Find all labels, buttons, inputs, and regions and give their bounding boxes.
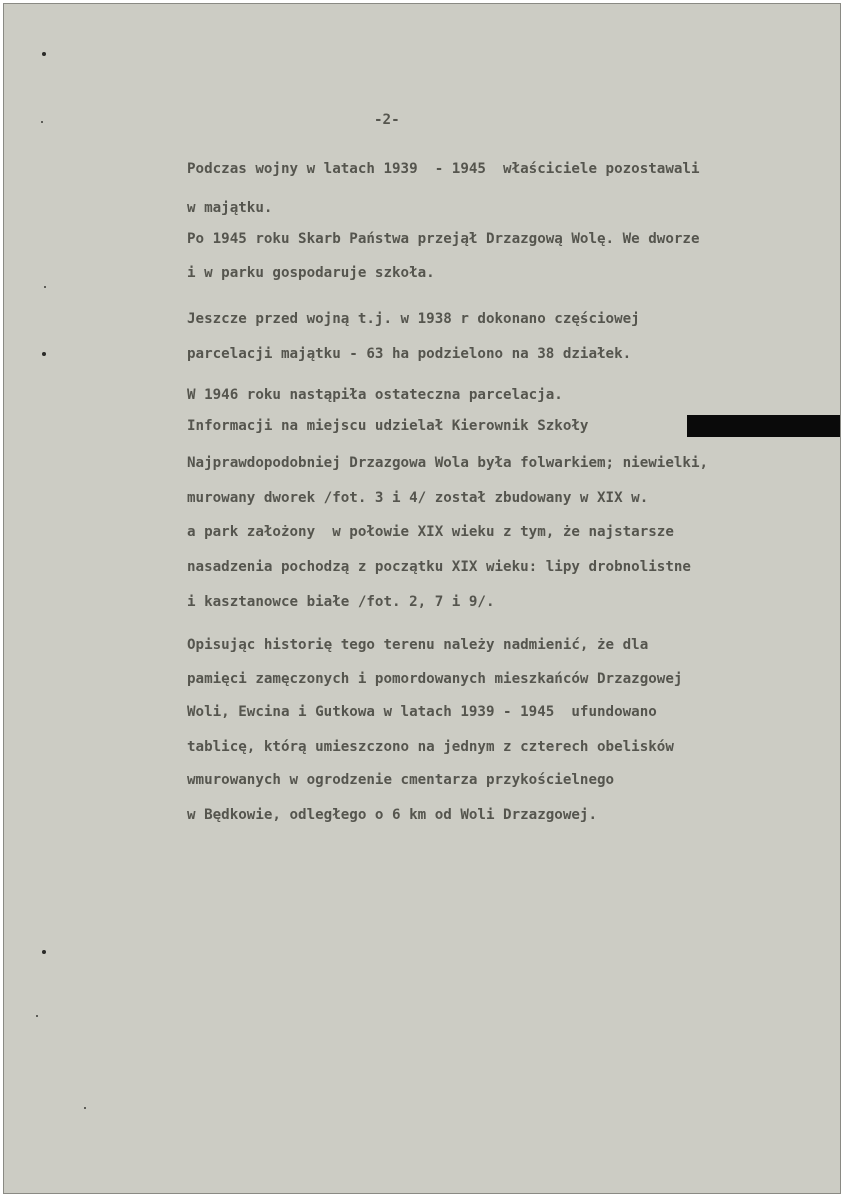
punch-hole [42, 352, 46, 356]
text-line: i kasztanowce białe /fot. 2, 7 i 9/. [187, 594, 495, 610]
text-line: Jeszcze przed wojną t.j. w 1938 r dokonano częściowej [187, 311, 640, 327]
page-number: -2- [374, 112, 400, 128]
text-line: parcelacji majątku - 63 ha podzielono na 38 działek. [187, 346, 632, 362]
text-line: murowany dworek /fot. 3 i 4/ został zbudowany w XIX w. [187, 490, 649, 506]
text-line: pamięci zamęczonych i pomordowanych mieszkańców Drzazgowej [187, 671, 683, 687]
text-line: i w parku gospodaruje szkoła. [187, 265, 435, 281]
punch-hole [42, 950, 46, 954]
text-line: w Będkowie, odległego o 6 km od Woli Drzazgowej. [187, 807, 597, 823]
text-line: Opisując historię tego terenu należy nadmienić, że dla [187, 637, 649, 653]
document-page [3, 3, 841, 1194]
text-line: Podczas wojny w latach 1939 - 1945 właściciele pozostawali [187, 161, 700, 177]
text-line: Woli, Ewcina i Gutkowa w latach 1939 - 1945 ufundowano [187, 704, 657, 720]
paper-speck [36, 1015, 38, 1017]
punch-hole [42, 52, 46, 56]
paper-speck [41, 121, 43, 123]
text-line: W 1946 roku nastąpiła ostateczna parcelacja. [187, 387, 563, 403]
text-line: Informacji na miejscu udzielał Kierownik Szkoły [187, 418, 589, 434]
text-line: w majątku. [187, 200, 273, 216]
redaction-bar [687, 415, 840, 437]
text-line: Najprawdopodobniej Drzazgowa Wola była folwarkiem; niewielki, [187, 455, 709, 471]
text-line: Po 1945 roku Skarb Państwa przejął Drzazgową Wolę. We dworze [187, 231, 700, 247]
text-line: tablicę, którą umieszczono na jednym z czterech obelisków [187, 739, 674, 755]
paper-speck [84, 1107, 86, 1109]
paper-speck [44, 286, 46, 288]
text-line: a park założony w połowie XIX wieku z tym, że najstarsze [187, 524, 674, 540]
text-line: nasadzenia pochodzą z początku XIX wieku: lipy drobnolistne [187, 559, 691, 575]
text-line: wmurowanych w ogrodzenie cmentarza przykościelnego [187, 772, 615, 788]
